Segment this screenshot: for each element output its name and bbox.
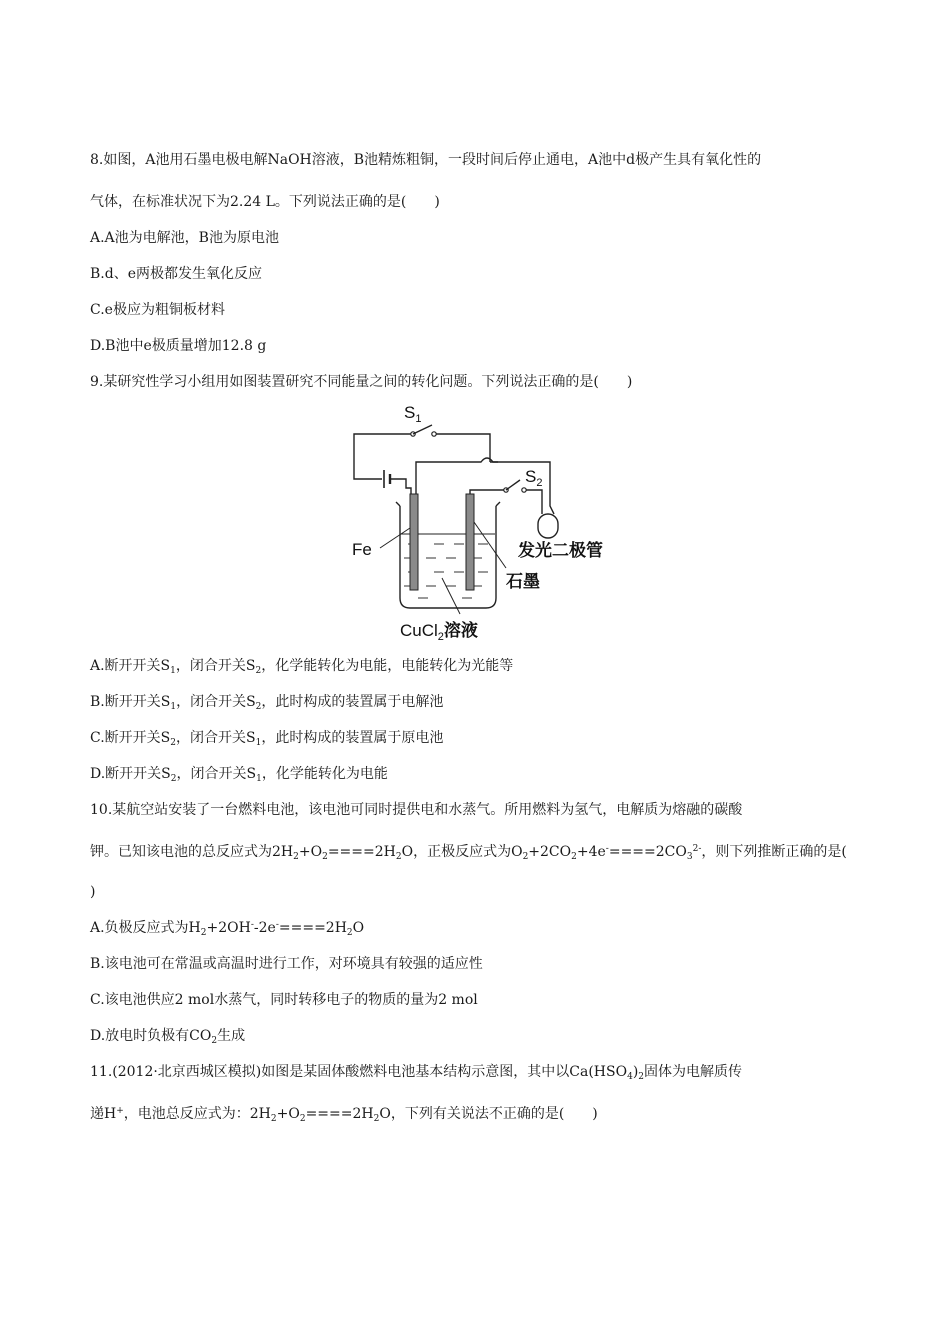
q8-stem-line-1 <box>90 150 761 170</box>
circuit-wire-s2-to-led <box>526 490 542 514</box>
q10-stem-line-1: 10.某航空站安装了一台燃料电池，该电池可同时提供电和水蒸气。所用燃料为氢气，电解质为熔融的碳酸 <box>90 802 743 818</box>
circuit-wire-graphite <box>470 490 504 494</box>
battery-wire-to-fe <box>390 479 411 494</box>
circuit-wire-right-loop <box>490 462 554 514</box>
fe-leader-line <box>380 528 410 548</box>
q10-option-b: B.该电池可在常温或高温时进行工作，对环境具有较强的适应性 <box>90 956 483 972</box>
solution-label: CuCl$_2$溶液 <box>400 621 478 643</box>
q8-option-a <box>90 228 279 248</box>
q9-option-d: D.断开开关$S_2$，闭合开关$S_1$，化学能转化为电能 <box>90 766 388 784</box>
graphite-leader-line <box>474 522 506 568</box>
q8-stem-line-2 <box>90 192 440 212</box>
q9-stem-text: 9.某研究性学习小组用如图装置研究不同能量之间的转化问题。下列说法正确的是( ) <box>90 374 633 390</box>
switch-s2-label: $S_2$ <box>525 467 543 489</box>
q8-option-c <box>90 300 225 320</box>
q8-option-c-text: C.e极应为粗铜板材料 <box>90 302 225 318</box>
q10-stem-line-3: ) <box>90 884 96 900</box>
q9-stem <box>90 372 632 392</box>
q8-stem-text-2: 气体，在标准状况下为2.24 L。下列说法正确的是( ) <box>90 194 440 210</box>
switch-s2-contact-right <box>522 488 526 492</box>
q8-option-a-text: A.A池为电解池，B池为原电池 <box>90 230 279 246</box>
electrochemistry-circuit-figure <box>338 402 638 648</box>
switch-s1-lever <box>413 425 432 434</box>
q10-option-a: A.负极反应式为$H_2+2OH^--2e^-====2H_2O$ <box>90 920 365 938</box>
q8-option-b <box>90 264 262 284</box>
q11-stem-line-2: 递H+，电池总反应式为：$2H_2+O_2====2H_2O$，下列有关说法不正确的是( ) <box>90 1106 598 1124</box>
q8-option-b-text: B.d、e两极都发生氧化反应 <box>90 266 262 282</box>
fe-electrode <box>410 494 418 590</box>
graphite-label: 石墨 <box>506 572 540 591</box>
q10-stem-line-2: 钾。已知该电池的总反应式为$2H_2+O_2====2H_2O$，正极反应式为$O_2+2CO_2+4e^-====2CO_3^{2-}$，则下列推断正确的是( <box>90 844 847 862</box>
q10-option-c: C.该电池供应2 mol水蒸气，同时转移电子的物质的量为2 mol <box>90 992 478 1008</box>
q11-stem-line-1: 11.(2012·北京西城区模拟)如图是某固体酸燃料电池基本结构示意图，其中以$Ca(HSO_4)_2$固体为电解质传 <box>90 1064 743 1082</box>
circuit-wire-top <box>354 434 411 479</box>
q9-option-b: B.断开开关$S_1$，闭合开关$S_2$，此时构成的装置属于电解池 <box>90 694 444 712</box>
q8-option-d <box>90 336 266 356</box>
q8-stem-text-1: 8.如图，A池用石墨电极电解NaOH溶液，B池精炼粗铜，一段时间后停止通电，A池中d极产生具有氧化性的 <box>90 152 762 168</box>
switch-s1-contact-right <box>432 432 436 436</box>
circuit-wire-top-right <box>436 434 490 462</box>
circuit-wire-fe-to-led <box>416 458 498 494</box>
q9-option-a: A.断开开关$S_1$，闭合开关$S_2$，化学能转化为电能，电能转化为光能等 <box>90 658 514 676</box>
switch-s1-label: $S_1$ <box>404 403 422 425</box>
led-icon <box>538 514 558 538</box>
q8-option-d-text: D.B池中e极质量增加12.8 g <box>90 338 267 354</box>
switch-s2-lever <box>506 480 520 490</box>
q9-option-c: C.断开开关$S_2$，闭合开关$S_1$，此时构成的装置属于原电池 <box>90 730 444 748</box>
led-label: 发光二极管 <box>518 541 603 560</box>
graphite-electrode <box>466 494 474 590</box>
fe-label: Fe <box>352 540 372 559</box>
q10-option-d: D.放电时负极有$CO_2$生成 <box>90 1028 246 1046</box>
